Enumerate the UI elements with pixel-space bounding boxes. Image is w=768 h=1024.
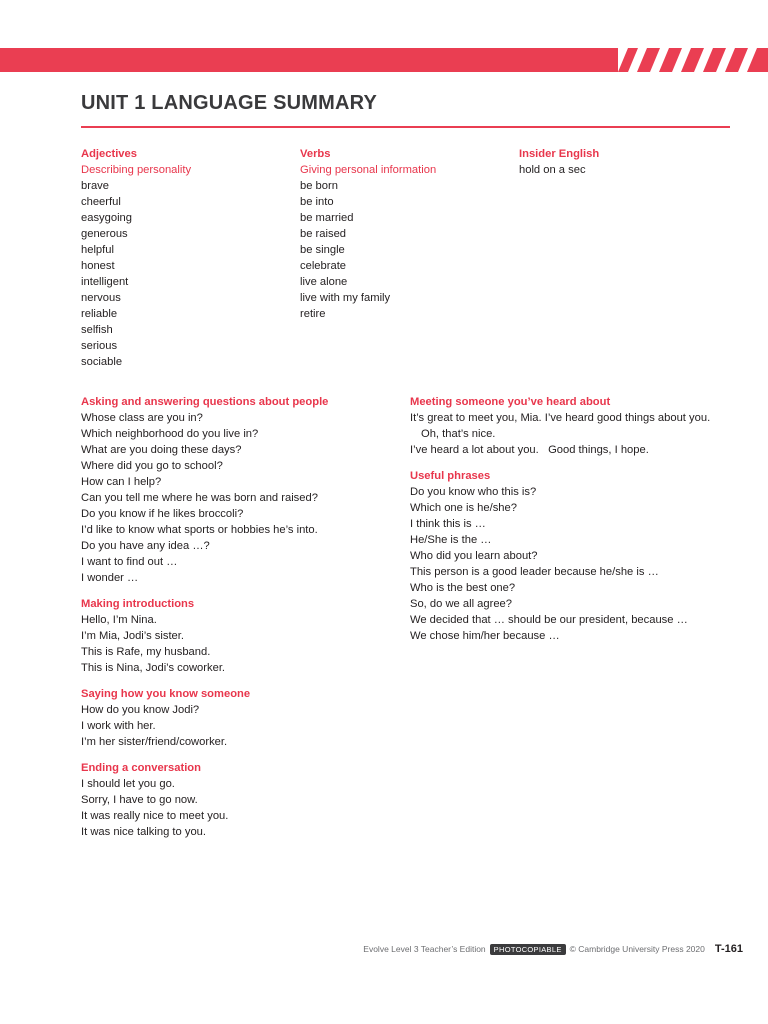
phrase: Which neighborhood do you live in?: [81, 428, 259, 440]
phrase: This is Nina, Jodi’s coworker.: [81, 662, 226, 674]
adjective-item: nervous: [81, 292, 121, 304]
useful-phrase-item: Do you know who this is?: [410, 486, 537, 498]
phrase: I want to find out …: [81, 556, 178, 568]
functional-section: [81, 760, 328, 840]
verbs-column: [300, 146, 436, 322]
section-useful-phrases: [410, 468, 710, 644]
phrase: Where did you go to school?: [81, 460, 223, 472]
phrase: What are you doing these days?: [81, 444, 242, 456]
useful-phrases-list: [410, 484, 710, 644]
useful-phrase-item: He/She is the …: [410, 534, 492, 546]
phrase: It was nice talking to you.: [81, 826, 206, 838]
adjectives-column: [81, 146, 191, 370]
adjectives-subheading: Describing personality: [81, 164, 192, 176]
phrase: I should let you go.: [81, 778, 175, 790]
phrase: I work with her.: [81, 720, 156, 732]
useful-phrase-item: Who did you learn about?: [410, 550, 538, 562]
useful-phrase-item: We decided that … should be our president, because …: [410, 614, 688, 626]
functional-language-right: [410, 394, 710, 654]
functional-section: [81, 596, 328, 676]
section-heading: Useful phrases: [410, 470, 491, 482]
phrase: Whose class are you in?: [81, 412, 203, 424]
phrase: Do you know if he likes broccoli?: [81, 508, 244, 520]
verbs-subheading: Giving personal information: [300, 164, 437, 176]
functional-section: [81, 686, 328, 750]
verbs-list: [300, 178, 436, 322]
adjective-item: sociable: [81, 356, 123, 368]
adjectives-list: [81, 178, 191, 370]
verb-item: live alone: [300, 276, 348, 288]
section-heading: Saying how you know someone: [81, 688, 251, 700]
phrase: Sorry, I have to go now.: [81, 794, 198, 806]
phrase: I’m her sister/friend/coworker.: [81, 736, 228, 748]
footer-book-title: Evolve Level 3 Teacher’s Edition: [363, 944, 486, 954]
adjective-item: honest: [81, 260, 115, 272]
phrase: How can I help?: [81, 476, 162, 488]
phrase: I wonder …: [81, 572, 139, 584]
phrase-response: Oh, that’s nice.: [421, 428, 496, 440]
photocopiable-badge: PHOTOCOPIABLE: [490, 944, 566, 955]
useful-phrase-item: Who is the best one?: [410, 582, 516, 594]
phrase: Do you have any idea …?: [81, 540, 210, 552]
phrase: Can you tell me where he was born and raised?: [81, 492, 318, 504]
phrase: Hello, I’m Nina.: [81, 614, 157, 626]
section-heading: Making introductions: [81, 598, 195, 610]
section-heading: Ending a conversation: [81, 762, 201, 774]
header-stripe-band: [0, 48, 768, 72]
verb-item: retire: [300, 308, 326, 320]
adjective-item: brave: [81, 180, 109, 192]
useful-phrase-item: We chose him/her because …: [410, 630, 560, 642]
adjective-item: generous: [81, 228, 128, 240]
verb-item: be born: [300, 180, 338, 192]
phrase: I’ve heard a lot about you. Good things, I hope.: [410, 444, 649, 456]
adjective-item: selfish: [81, 324, 113, 336]
phrase: How do you know Jodi?: [81, 704, 200, 716]
insider-english-column: [519, 146, 599, 178]
verb-item: celebrate: [300, 260, 347, 272]
adjective-item: intelligent: [81, 276, 129, 288]
phrase: This is Rafe, my husband.: [81, 646, 211, 658]
verb-item: be into: [300, 196, 334, 208]
verb-item: be married: [300, 212, 354, 224]
adjectives-heading: Adjectives: [81, 148, 137, 160]
insider-english-heading: Insider English: [519, 148, 600, 160]
footer-copyright: © Cambridge University Press 2020: [569, 944, 705, 954]
insider-english-item: hold on a sec: [519, 164, 586, 176]
page-title: UNIT 1 LANGUAGE SUMMARY: [81, 92, 378, 114]
title-divider: [81, 126, 730, 128]
phrase: It’s great to meet you, Mia. I’ve heard good things about you.: [410, 412, 711, 424]
functional-section: [81, 394, 328, 586]
page-footer: [363, 943, 743, 955]
adjective-item: serious: [81, 340, 118, 352]
verbs-heading: Verbs: [300, 148, 331, 160]
adjective-item: helpful: [81, 244, 114, 256]
adjective-item: easygoing: [81, 212, 133, 224]
section-heading: Asking and answering questions about people: [81, 396, 329, 408]
phrase: It was really nice to meet you.: [81, 810, 229, 822]
useful-phrase-item: Which one is he/she?: [410, 502, 517, 514]
verb-item: live with my family: [300, 292, 391, 304]
phrase: I’d like to know what sports or hobbies he’s into.: [81, 524, 318, 536]
section-meeting-someone: [410, 394, 710, 458]
useful-phrase-item: So, do we all agree?: [410, 598, 512, 610]
section-heading: Meeting someone you’ve heard about: [410, 396, 611, 408]
functional-language-left: [81, 394, 328, 850]
verb-item: be raised: [300, 228, 347, 240]
adjective-item: reliable: [81, 308, 118, 320]
page-number: T-161: [714, 943, 743, 955]
useful-phrase-item: I think this is …: [410, 518, 486, 530]
useful-phrase-item: This person is a good leader because he/she is …: [410, 566, 659, 578]
adjective-item: cheerful: [81, 196, 121, 208]
phrase: I’m Mia, Jodi’s sister.: [81, 630, 184, 642]
insider-english-list: [519, 162, 599, 178]
verb-item: be single: [300, 244, 345, 256]
